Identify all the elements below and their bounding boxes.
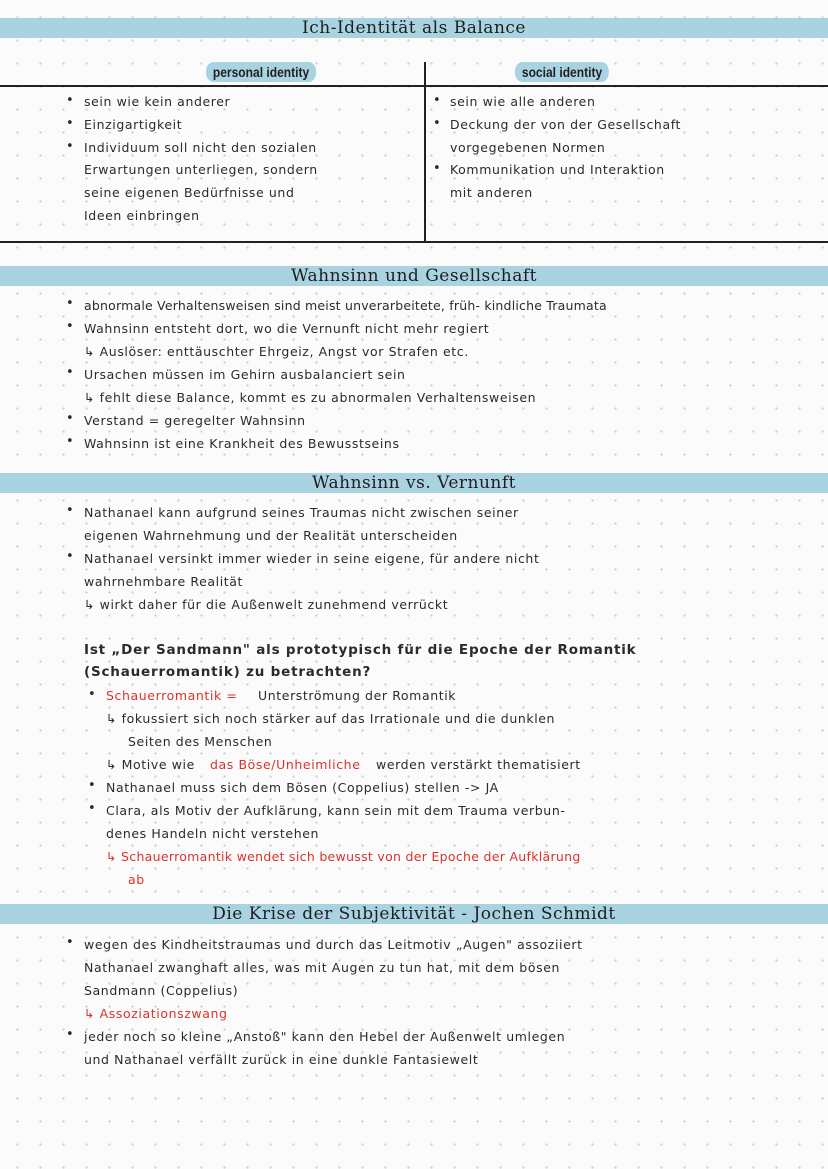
list-item: Nathanael versinkt immer wieder in seine eigene, für andere nicht (84, 551, 540, 566)
list-item: denes Handeln nicht verstehen (106, 826, 320, 841)
bullet: • (88, 687, 96, 702)
list-item: und Nathanael verfällt zurück in eine dunkle Fantasiewelt (84, 1052, 479, 1067)
list-item: Wahnsinn ist eine Krankheit des Bewusstseins (84, 436, 400, 451)
list-item: Ideen einbringen (84, 208, 200, 223)
list-item: wahrnehmbare Realität (84, 574, 244, 589)
social-identity-label: social identity (515, 62, 609, 82)
question-line-1: Ist „Der Sandmann" als prototypisch für die Epoche der Romantik (84, 642, 637, 658)
bullet: • (66, 139, 74, 154)
list-item: Unterströmung der Romantik (258, 688, 457, 703)
list-item: abnormale Verhaltensweisen sind meist unverarbeitete, früh- kindliche Traumata (84, 298, 607, 313)
list-item: seine eigenen Bedürfnisse und (84, 185, 295, 200)
list-item: Nathanael kann aufgrund seines Traumas nicht zwischen seiner (84, 505, 519, 520)
list-item: Seiten des Menschen (128, 734, 273, 749)
list-item: jeder noch so kleine „Anstoß" kann den Hebel der Außenwelt umlegen (84, 1029, 566, 1044)
bullet: • (66, 411, 74, 426)
list-item: Kommunikation und Interaktion (450, 162, 665, 177)
table-divider (424, 62, 426, 243)
list-item: Nathanael muss sich dem Bösen (Coppelius) stellen -> JA (106, 780, 499, 795)
list-item: Einzigartigkeit (84, 117, 183, 132)
bullet: • (66, 365, 74, 380)
list-item: ↳ Auslöser: enttäuschter Ehrgeiz, Angst vor Strafen etc. (84, 344, 469, 359)
highlight-text: ab (128, 872, 145, 887)
bullet: • (433, 93, 441, 108)
section-title-wahnsinn-vernunft: Wahnsinn vs. Vernunft (312, 473, 516, 493)
list-item: sein wie kein anderer (84, 94, 231, 109)
bullet: • (66, 319, 74, 334)
bullet: • (66, 935, 74, 950)
bullet: • (66, 1027, 74, 1042)
bullet: • (66, 549, 74, 564)
list-item: Erwartungen unterliegen, sondern (84, 162, 318, 177)
list-item: mit anderen (450, 185, 533, 200)
list-item: Individuum soll nicht den sozialen (84, 140, 317, 155)
list-item: Sandmann (Coppelius) (84, 983, 239, 998)
list-item: vorgegebenen Normen (450, 140, 606, 155)
bullet: • (433, 161, 441, 176)
list-item: Deckung der von der Gesellschaft (450, 117, 681, 132)
table-top-line (0, 85, 828, 87)
section-title-identity: Ich-Identität als Balance (302, 18, 526, 38)
bullet: • (66, 296, 74, 311)
bullet: • (66, 116, 74, 131)
list-item: ↳ fokussiert sich noch stärker auf das Irrationale und die dunklen (106, 711, 556, 726)
list-item: Verstand = geregelter Wahnsinn (84, 413, 306, 428)
list-item: sein wie alle anderen (450, 94, 596, 109)
section-title-krise: Die Krise der Subjektivität - Jochen Schmidt (212, 904, 616, 924)
bullet: • (66, 434, 74, 449)
bullet: • (66, 93, 74, 108)
list-item: Clara, als Motiv der Aufklärung, kann sein mit dem Trauma verbun- (106, 803, 566, 818)
list-item: werden verstärkt thematisiert (376, 757, 581, 772)
list-item: Wahnsinn entsteht dort, wo die Vernunft nicht mehr regiert (84, 321, 490, 336)
bullet: • (88, 778, 96, 793)
highlight-text: ↳ Assoziationszwang (84, 1006, 228, 1021)
list-item: ↳ fehlt diese Balance, kommt es zu abnormalen Verhaltensweisen (84, 390, 537, 405)
bullet: • (433, 116, 441, 131)
schauerromantik-term: Schauerromantik = (106, 688, 238, 703)
list-item: ↳ wirkt daher für die Außenwelt zunehmend verrückt (84, 597, 449, 612)
question-line-2: (Schauerromantik) zu betrachten? (84, 664, 372, 680)
bullet: • (88, 801, 96, 816)
list-item: Nathanael zwanghaft alles, was mit Augen zu tun hat, mit dem bösen (84, 960, 561, 975)
list-item: eigenen Wahrnehmung und der Realität unterscheiden (84, 528, 458, 543)
table-bottom-line (0, 241, 828, 243)
bullet: • (66, 503, 74, 518)
list-item: ↳ Motive wie (106, 757, 195, 772)
personal-identity-label: personal identity (206, 62, 316, 82)
list-item: wegen des Kindheitstraumas und durch das Leitmotiv „Augen" assoziiert (84, 937, 583, 952)
list-item: Ursachen müssen im Gehirn ausbalanciert sein (84, 367, 406, 382)
section-title-wahnsinn-gesellschaft: Wahnsinn und Gesellschaft (291, 266, 537, 286)
highlight-text: ↳ Schauerromantik wendet sich bewusst von der Epoche der Aufklärung (106, 849, 581, 864)
highlight-text: das Böse/Unheimliche (210, 757, 361, 772)
